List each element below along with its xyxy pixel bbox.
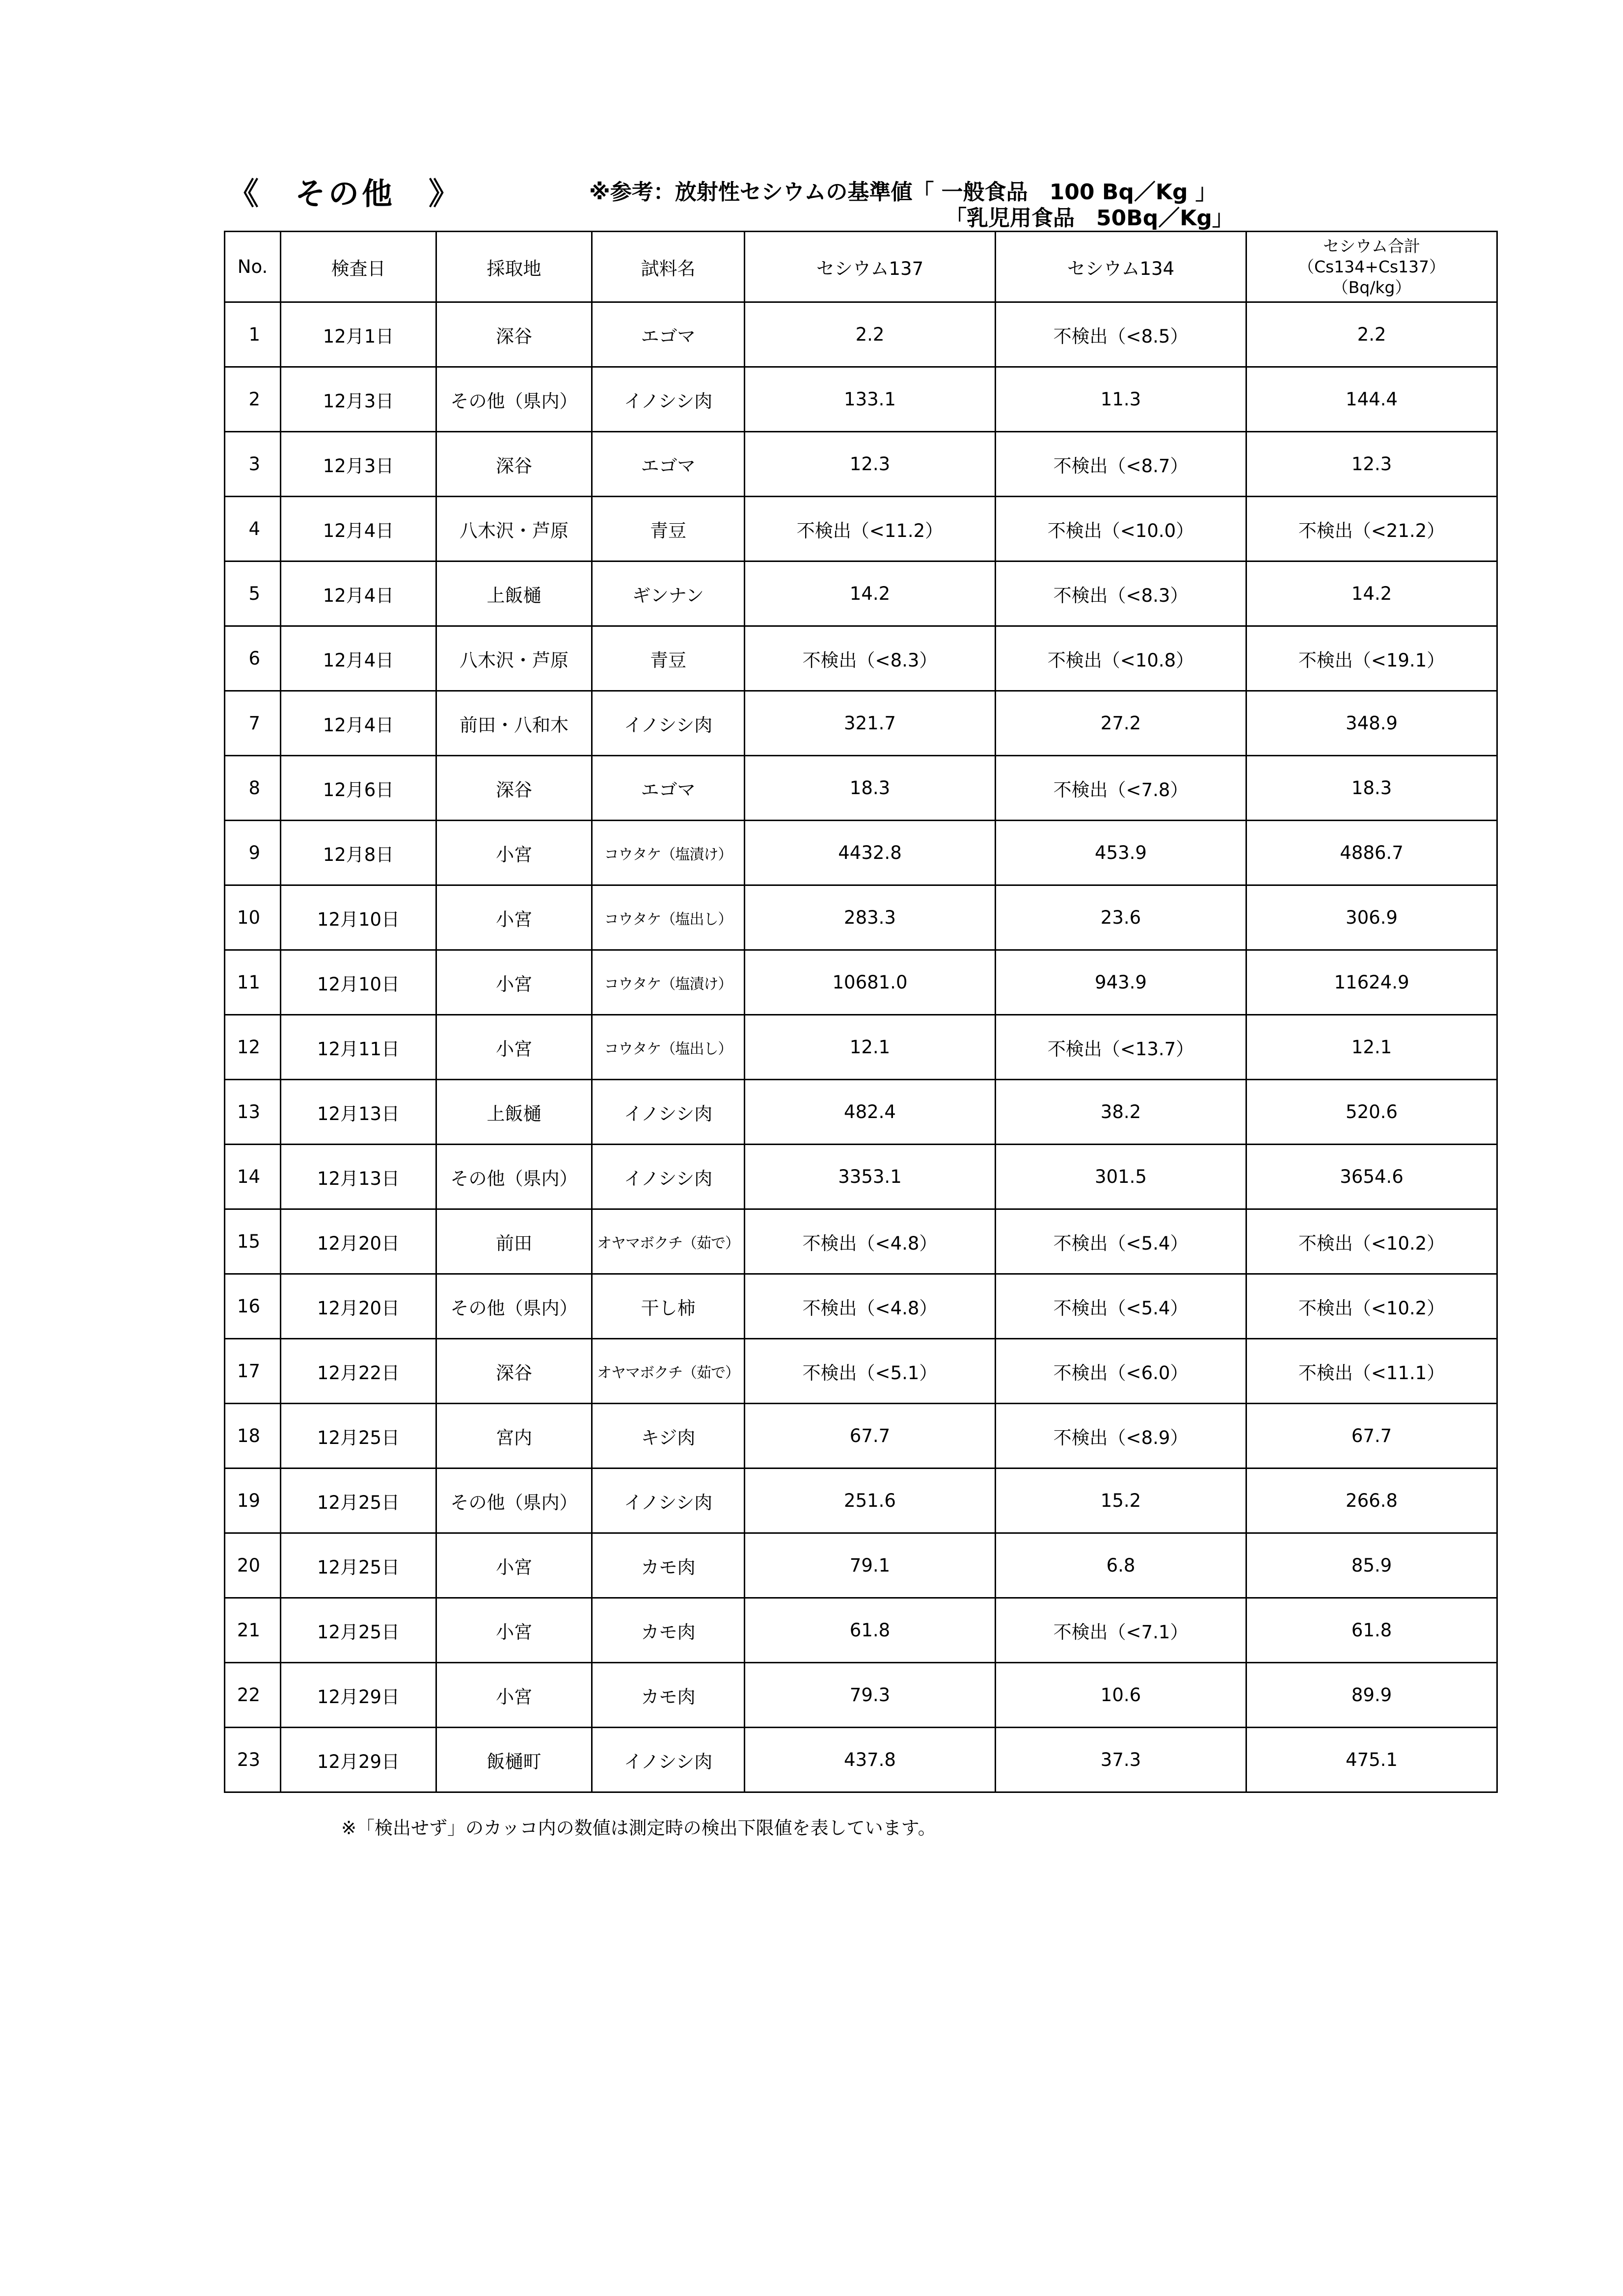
cell-total: 520.6 <box>1246 1080 1497 1145</box>
cell-sample: 干し柿 <box>592 1274 745 1339</box>
cell-place: 飯樋町 <box>436 1728 592 1792</box>
cell-cs137: 12.1 <box>745 1015 996 1080</box>
cell-no: 11 <box>225 950 281 1015</box>
cell-sample: 青豆 <box>592 497 745 561</box>
cell-cs134: 11.3 <box>996 367 1246 432</box>
cell-cs134: 不検出（<10.0） <box>996 497 1246 561</box>
table-row <box>225 432 1497 497</box>
cell-cs137: 不検出（<5.1） <box>745 1339 996 1404</box>
cell-total: 3654.6 <box>1246 1145 1497 1209</box>
cell-place: 小宮 <box>436 821 592 885</box>
cell-total: 475.1 <box>1246 1728 1497 1792</box>
cell-cs134: 不検出（<8.5） <box>996 302 1246 367</box>
cell-no: 23 <box>225 1728 281 1792</box>
header-sample: 試料名 <box>592 232 745 302</box>
cell-no: 12 <box>225 1015 281 1080</box>
cell-cs134: 6.8 <box>996 1533 1246 1598</box>
table-row <box>225 1468 1497 1533</box>
table-row <box>225 1015 1497 1080</box>
cell-place: 前田 <box>436 1209 592 1274</box>
cell-date: 12月3日 <box>281 367 436 432</box>
cell-no: 6 <box>225 626 281 691</box>
cell-sample: オヤマボクチ（茹で） <box>592 1339 745 1404</box>
cell-date: 12月4日 <box>281 497 436 561</box>
cell-place: 小宮 <box>436 885 592 950</box>
cell-total: 不検出（<10.2） <box>1246 1274 1497 1339</box>
cell-total: 18.3 <box>1246 756 1497 821</box>
cell-total: 不検出（<10.2） <box>1246 1209 1497 1274</box>
cell-no: 2 <box>225 367 281 432</box>
cell-no: 14 <box>225 1145 281 1209</box>
cell-place: 宮内 <box>436 1404 592 1468</box>
header-no: No. <box>225 232 281 302</box>
cell-no: 13 <box>225 1080 281 1145</box>
cell-date: 12月11日 <box>281 1015 436 1080</box>
cell-date: 12月8日 <box>281 821 436 885</box>
cell-date: 12月4日 <box>281 561 436 626</box>
cell-date: 12月29日 <box>281 1663 436 1728</box>
cell-cs134: 943.9 <box>996 950 1246 1015</box>
cell-date: 12月22日 <box>281 1339 436 1404</box>
table-row <box>225 626 1497 691</box>
cesium-results-table <box>224 231 1498 1793</box>
table-row <box>225 1080 1497 1145</box>
cell-place: 上飯樋 <box>436 561 592 626</box>
table-row <box>225 302 1497 367</box>
cell-place: その他（県内） <box>436 1145 592 1209</box>
cell-place: 深谷 <box>436 1339 592 1404</box>
footnote: ※「検出せず」のカッコ内の数値は測定時の検出下限値を表しています。 <box>341 1817 936 1839</box>
cell-place: 小宮 <box>436 1663 592 1728</box>
header-cs137: セシウム137 <box>745 232 996 302</box>
cell-cs137: 不検出（<4.8） <box>745 1209 996 1274</box>
cell-date: 12月25日 <box>281 1533 436 1598</box>
cell-date: 12月25日 <box>281 1404 436 1468</box>
cell-total: 89.9 <box>1246 1663 1497 1728</box>
cell-no: 22 <box>225 1663 281 1728</box>
cell-cs137: 437.8 <box>745 1728 996 1792</box>
cell-cs134: 10.6 <box>996 1663 1246 1728</box>
cell-cs134: 不検出（<5.4） <box>996 1274 1246 1339</box>
cell-sample: エゴマ <box>592 432 745 497</box>
cell-total: 不検出（<21.2） <box>1246 497 1497 561</box>
cell-sample: イノシシ肉 <box>592 691 745 756</box>
cell-place: 小宮 <box>436 950 592 1015</box>
cell-total: 不検出（<19.1） <box>1246 626 1497 691</box>
cell-cs137: 133.1 <box>745 367 996 432</box>
header-total-line1: セシウム合計 <box>1323 236 1420 256</box>
table-row <box>225 497 1497 561</box>
cell-cs134: 38.2 <box>996 1080 1246 1145</box>
cell-total: 144.4 <box>1246 367 1497 432</box>
cell-date: 12月25日 <box>281 1468 436 1533</box>
table-row <box>225 1274 1497 1339</box>
cell-sample: コウタケ（塩出し） <box>592 1015 745 1080</box>
cell-cs134: 不検出（<6.0） <box>996 1339 1246 1404</box>
cell-total: 不検出（<11.1） <box>1246 1339 1497 1404</box>
cell-date: 12月13日 <box>281 1080 436 1145</box>
table-row <box>225 691 1497 756</box>
cell-total: 2.2 <box>1246 302 1497 367</box>
table-row <box>225 1533 1497 1598</box>
cell-date: 12月13日 <box>281 1145 436 1209</box>
cell-cs134: 37.3 <box>996 1728 1246 1792</box>
table-header-row <box>225 232 1497 302</box>
cell-no: 1 <box>225 302 281 367</box>
cell-cs137: 283.3 <box>745 885 996 950</box>
cell-sample: コウタケ（塩漬け） <box>592 950 745 1015</box>
table-body <box>225 302 1497 1792</box>
cell-sample: コウタケ（塩漬け） <box>592 821 745 885</box>
header-total <box>1246 232 1497 302</box>
cell-cs137: 不検出（<8.3） <box>745 626 996 691</box>
cell-total: 4886.7 <box>1246 821 1497 885</box>
cell-cs134: 453.9 <box>996 821 1246 885</box>
cell-cs134: 15.2 <box>996 1468 1246 1533</box>
table-row <box>225 885 1497 950</box>
table-row <box>225 1145 1497 1209</box>
cell-cs137: 61.8 <box>745 1598 996 1663</box>
cell-sample: エゴマ <box>592 302 745 367</box>
cell-date: 12月6日 <box>281 756 436 821</box>
cell-no: 15 <box>225 1209 281 1274</box>
reference-standard-infant: 「乳児用食品 50Bq／Kg」 <box>945 206 1234 231</box>
cell-total: 61.8 <box>1246 1598 1497 1663</box>
cell-cs137: 67.7 <box>745 1404 996 1468</box>
table-row <box>225 950 1497 1015</box>
cell-total: 14.2 <box>1246 561 1497 626</box>
cell-sample: エゴマ <box>592 756 745 821</box>
cell-place: 上飯樋 <box>436 1080 592 1145</box>
cell-cs137: 251.6 <box>745 1468 996 1533</box>
cell-no: 7 <box>225 691 281 756</box>
cell-no: 16 <box>225 1274 281 1339</box>
page-title: 《 その他 》 <box>228 176 462 212</box>
cell-cs134: 不検出（<13.7） <box>996 1015 1246 1080</box>
cell-sample: オヤマボクチ（茹で） <box>592 1209 745 1274</box>
cell-cs134: 27.2 <box>996 691 1246 756</box>
cell-sample: イノシシ肉 <box>592 1145 745 1209</box>
cell-no: 20 <box>225 1533 281 1598</box>
cell-cs137: 不検出（<4.8） <box>745 1274 996 1339</box>
cell-total: 12.1 <box>1246 1015 1497 1080</box>
cell-sample: カモ肉 <box>592 1663 745 1728</box>
cell-cs137: 12.3 <box>745 432 996 497</box>
cell-cs137: 14.2 <box>745 561 996 626</box>
table-row <box>225 1598 1497 1663</box>
cell-cs134: 301.5 <box>996 1145 1246 1209</box>
cell-cs137: 不検出（<11.2） <box>745 497 996 561</box>
header-cs134: セシウム134 <box>996 232 1246 302</box>
cell-no: 10 <box>225 885 281 950</box>
table-row <box>225 367 1497 432</box>
cell-date: 12月3日 <box>281 432 436 497</box>
header-date: 検査日 <box>281 232 436 302</box>
cell-place: 小宮 <box>436 1533 592 1598</box>
cell-cs134: 不検出（<10.8） <box>996 626 1246 691</box>
cell-no: 5 <box>225 561 281 626</box>
cell-cs137: 2.2 <box>745 302 996 367</box>
cell-no: 17 <box>225 1339 281 1404</box>
table-row <box>225 756 1497 821</box>
table-row <box>225 821 1497 885</box>
header-place: 採取地 <box>436 232 592 302</box>
cell-place: 深谷 <box>436 756 592 821</box>
cell-cs137: 3353.1 <box>745 1145 996 1209</box>
table-row <box>225 1728 1497 1792</box>
cell-total: 12.3 <box>1246 432 1497 497</box>
cell-no: 19 <box>225 1468 281 1533</box>
cell-place: その他（県内） <box>436 1468 592 1533</box>
cell-date: 12月1日 <box>281 302 436 367</box>
cell-date: 12月4日 <box>281 691 436 756</box>
cell-cs137: 79.1 <box>745 1533 996 1598</box>
cell-date: 12月20日 <box>281 1274 436 1339</box>
cell-sample: イノシシ肉 <box>592 1468 745 1533</box>
cell-place: 小宮 <box>436 1598 592 1663</box>
cell-sample: イノシシ肉 <box>592 1080 745 1145</box>
cell-no: 9 <box>225 821 281 885</box>
cell-sample: イノシシ肉 <box>592 1728 745 1792</box>
cell-sample: イノシシ肉 <box>592 367 745 432</box>
table-row <box>225 1404 1497 1468</box>
cell-sample: カモ肉 <box>592 1533 745 1598</box>
cell-place: 前田・八和木 <box>436 691 592 756</box>
cell-cs137: 79.3 <box>745 1663 996 1728</box>
cell-place: その他（県内） <box>436 1274 592 1339</box>
table-row <box>225 1209 1497 1274</box>
cell-place: 小宮 <box>436 1015 592 1080</box>
cell-sample: ギンナン <box>592 561 745 626</box>
cell-cs137: 10681.0 <box>745 950 996 1015</box>
cell-cs134: 23.6 <box>996 885 1246 950</box>
cell-cs134: 不検出（<7.1） <box>996 1598 1246 1663</box>
cell-total: 67.7 <box>1246 1404 1497 1468</box>
header-total-line2: （Cs134+Cs137） <box>1298 257 1446 276</box>
cell-cs134: 不検出（<5.4） <box>996 1209 1246 1274</box>
cell-date: 12月20日 <box>281 1209 436 1274</box>
cell-total: 85.9 <box>1246 1533 1497 1598</box>
cell-place: 八木沢・芦原 <box>436 626 592 691</box>
cell-place: 八木沢・芦原 <box>436 497 592 561</box>
cell-cs137: 4432.8 <box>745 821 996 885</box>
cell-no: 18 <box>225 1404 281 1468</box>
cell-date: 12月10日 <box>281 885 436 950</box>
cell-cs137: 18.3 <box>745 756 996 821</box>
table-row <box>225 1663 1497 1728</box>
cell-cs134: 不検出（<7.8） <box>996 756 1246 821</box>
cell-sample: 青豆 <box>592 626 745 691</box>
cell-no: 21 <box>225 1598 281 1663</box>
cell-total: 266.8 <box>1246 1468 1497 1533</box>
cell-place: その他（県内） <box>436 367 592 432</box>
reference-standard-general: ※参考：放射性セシウムの基準値「 一般食品 100 Bq／Kg 」 <box>589 180 1217 205</box>
cell-date: 12月29日 <box>281 1728 436 1792</box>
cell-place: 深谷 <box>436 302 592 367</box>
cell-no: 8 <box>225 756 281 821</box>
cell-total: 11624.9 <box>1246 950 1497 1015</box>
table-row <box>225 1339 1497 1404</box>
table-row <box>225 561 1497 626</box>
cell-sample: コウタケ（塩出し） <box>592 885 745 950</box>
cell-total: 306.9 <box>1246 885 1497 950</box>
cell-sample: カモ肉 <box>592 1598 745 1663</box>
cell-cs137: 482.4 <box>745 1080 996 1145</box>
cell-cs134: 不検出（<8.3） <box>996 561 1246 626</box>
cell-cs134: 不検出（<8.9） <box>996 1404 1246 1468</box>
cell-cs134: 不検出（<8.7） <box>996 432 1246 497</box>
cell-total: 348.9 <box>1246 691 1497 756</box>
cell-no: 4 <box>225 497 281 561</box>
cell-sample: キジ肉 <box>592 1404 745 1468</box>
cell-date: 12月10日 <box>281 950 436 1015</box>
header-total-line3: （Bq/kg） <box>1332 277 1411 297</box>
cell-date: 12月25日 <box>281 1598 436 1663</box>
cell-no: 3 <box>225 432 281 497</box>
cell-date: 12月4日 <box>281 626 436 691</box>
cell-cs137: 321.7 <box>745 691 996 756</box>
cell-place: 深谷 <box>436 432 592 497</box>
